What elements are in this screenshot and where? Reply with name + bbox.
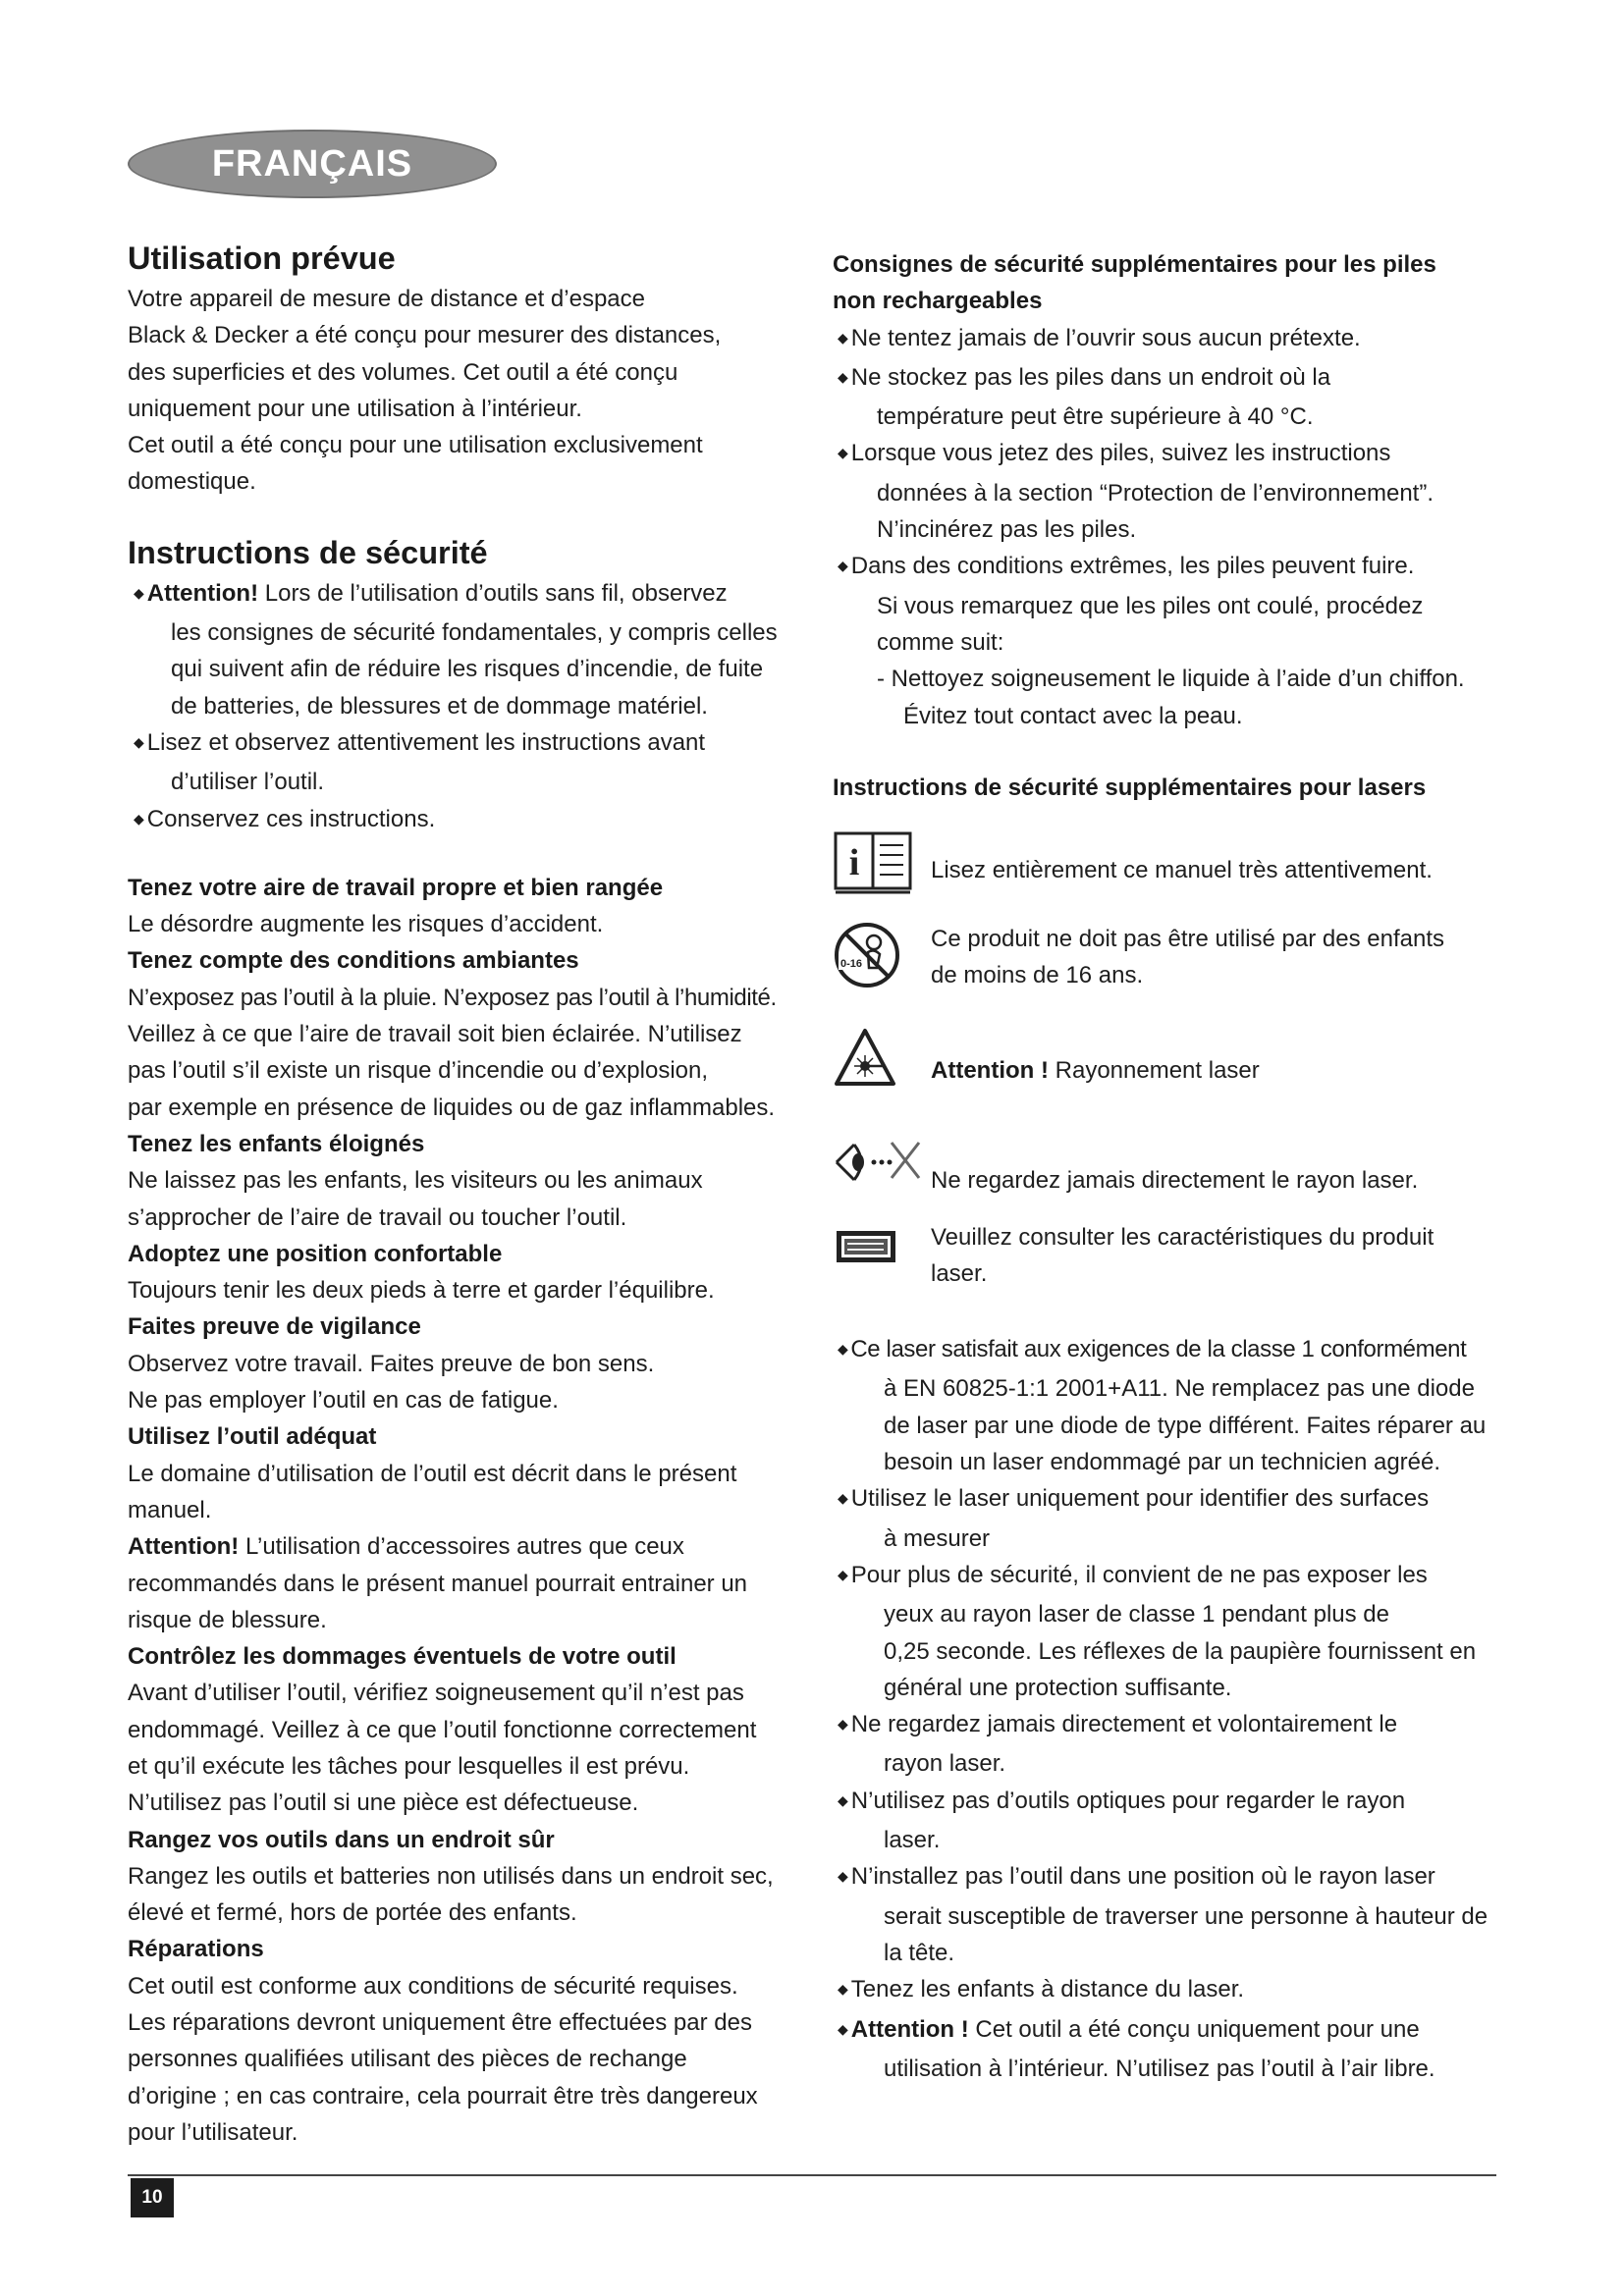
bullet-icon: ◆ (838, 329, 848, 346)
warning-label: Attention! (128, 1533, 240, 1561)
battery-bullet (833, 435, 1510, 474)
bullet-icon: ◆ (838, 558, 848, 574)
icon-text: Lisez entièrement ce manuel très attentivement. (931, 857, 1433, 884)
battery-bullet (833, 548, 1510, 587)
product-label-row (833, 1219, 1510, 1298)
bullet-icon: ◆ (838, 1566, 848, 1582)
bullet-text: Lors de l’utilisation d’outils sans fil, observez (258, 579, 728, 607)
section-heading: Tenez votre aire de travail propre et bien rangée (128, 874, 664, 901)
safety-bullet-cont: les consignes de sécurité fondamentales, y compris celles (171, 619, 778, 647)
section-text: Les réparations devront uniquement être effectuées par des (128, 2009, 752, 2037)
manual-instruction-row (833, 830, 1510, 909)
section-text: recommandés dans le présent manuel pourrait entrainer un (128, 1570, 748, 1597)
intended-use-line: Votre appareil de mesure de distance et d’espace (128, 286, 646, 312)
battery-dash-item: - Nettoyez soigneusement le liquide à l’aide d’un chiffon. (877, 666, 1465, 693)
section-text: Observez votre travail. Faites preuve de bon sens. (128, 1350, 655, 1377)
section-text: d’origine ; en cas contraire, cela pourrait être très dangereux (128, 2082, 758, 2109)
section-heading: Adoptez une position confortable (128, 1240, 503, 1267)
bullet-text: N’installez pas l’outil dans une position où le rayon laser (850, 1863, 1435, 1891)
bullet-icon: ◆ (838, 1791, 848, 1808)
section-text: pour l’utilisateur. (128, 2118, 298, 2146)
battery-bullet (833, 320, 1510, 359)
section-heading: Rangez vos outils dans un endroit sûr (128, 1826, 555, 1853)
safety-bullet (128, 575, 795, 614)
icon-text (931, 1027, 1510, 1089)
icon-text: Ne regardez jamais directement le rayon laser. (931, 1167, 1419, 1195)
section-text (128, 1528, 795, 1565)
age-badge: 0-16 (839, 958, 863, 971)
intended-use-line: Cet outil a été conçu pour une utilisation exclusivement (128, 432, 703, 459)
laser-bullet (833, 1557, 1510, 1596)
warning-text: L’utilisation d’accessoires autres que ceux (239, 1533, 684, 1561)
laser-bullet-cont: rayon laser. (884, 1750, 1006, 1778)
laser-bullet (833, 1706, 1510, 1745)
section-text: Toujours tenir les deux pieds à terre et garder l’équilibre. (128, 1277, 715, 1305)
laser-bullet-cont: yeux au rayon laser de classe 1 pendant plus de (884, 1601, 1390, 1629)
icon-text: de moins de 16 ans. (931, 962, 1144, 989)
svg-text:i: i (848, 842, 860, 884)
section-heading: Faites preuve de vigilance (128, 1313, 421, 1341)
laser-warning-icon (833, 1027, 931, 1105)
safety-bullet-cont: de batteries, de blessures et de dommage matériel. (171, 692, 708, 720)
laser-bullet-cont: utilisation à l’intérieur. N’utilisez pas l’outil à l’air libre. (884, 2055, 1435, 2082)
battery-heading: non rechargeables (833, 288, 1043, 315)
bullet-text: Ne tentez jamais de l’ouvrir sous aucun prétexte. (850, 324, 1361, 351)
laser-bullet (833, 1971, 1510, 2010)
section-text: Veillez à ce que l’aire de travail soit bien éclairée. N’utilisez (128, 1021, 742, 1048)
bullet-text: Ne stockez pas les piles dans un endroit où la (850, 363, 1331, 391)
bullet-text: Tenez les enfants à distance du laser. (850, 1976, 1245, 2003)
intended-use-line: des superficies et des volumes. Cet outil a été conçu (128, 358, 678, 386)
battery-bullet-cont: température peut être supérieure à 40 °C. (877, 403, 1314, 431)
battery-bullet-cont: comme suit: (877, 628, 1004, 656)
bullet-icon: ◆ (838, 445, 848, 461)
bullet-icon: ◆ (838, 2020, 848, 2037)
section-text: élevé et fermé, hors de portée des enfants. (128, 1899, 577, 1927)
bullet-icon: ◆ (838, 1868, 848, 1885)
left-column (128, 236, 795, 2151)
laser-bullet (833, 1783, 1510, 1822)
laser-bullet-cont: 0,25 seconde. Les réflexes de la paupière fournissent en (884, 1637, 1477, 1665)
section-text: manuel. (128, 1496, 212, 1523)
safety-heading: Instructions de sécurité (128, 534, 488, 570)
section-text: N’utilisez pas l’outil si une pièce est défectueuse. (128, 1789, 639, 1817)
bullet-icon: ◆ (838, 1981, 848, 1998)
intended-use-line: domestique. (128, 468, 256, 496)
section-heading: Réparations (128, 1936, 264, 1963)
section-text: Cet outil est conforme aux conditions de sécurité requises. (128, 1972, 738, 2000)
bullet-icon: ◆ (838, 1341, 848, 1358)
section-heading: Tenez les enfants éloignés (128, 1130, 425, 1157)
bullet-icon: ◆ (838, 1716, 848, 1733)
bullet-text: Cet outil a été conçu uniquement pour une (968, 2015, 1420, 2043)
children-instruction-row (833, 921, 1510, 999)
no-stare-at-beam-icon (833, 1127, 931, 1205)
intended-use-line: Black & Decker a été conçu pour mesurer des distances, (128, 322, 722, 349)
section-heading: Utilisez l’outil adéquat (128, 1423, 377, 1451)
laser-bullet-cont: général une protection suffisante. (884, 1674, 1232, 1701)
section-text: Avant d’utiliser l’outil, vérifiez soigneusement qu’il n’est pas (128, 1680, 744, 1707)
laser-bullet-cont: à mesurer (884, 1524, 991, 1552)
laser-heading: Instructions de sécurité supplémentaires pour lasers (833, 774, 1427, 801)
language-badge: FRANÇAIS (128, 130, 497, 198)
footer-divider (128, 2174, 1496, 2176)
section-text: Le domaine d’utilisation de l’outil est décrit dans le présent (128, 1460, 737, 1487)
right-column (833, 246, 1510, 2087)
section-text: N’exposez pas l’outil à la pluie. N’exposez pas l’outil à l’humidité. (128, 984, 777, 1011)
laser-bullets (833, 1331, 1510, 2087)
laser-bullet-cont: de laser par une diode de type différent. Faites réparer au (884, 1412, 1487, 1439)
laser-bullet (833, 1480, 1510, 1520)
section-text: Rangez les outils et batteries non utilisés dans un endroit sec, (128, 1862, 774, 1890)
laser-bullet-cont: besoin un laser endommagé par un technicien agréé. (884, 1449, 1441, 1476)
section-text: s’approcher de l’aire de travail ou toucher l’outil. (128, 1203, 627, 1231)
safety-bullet (128, 801, 795, 840)
page-number: 10 (131, 2178, 174, 2217)
bullet-text: Ne regardez jamais directement et volontairement le (850, 1711, 1398, 1738)
laser-bullet (833, 2011, 1510, 2051)
battery-bullet (833, 359, 1510, 399)
bullet-icon: ◆ (134, 733, 144, 750)
intended-use-line: uniquement pour une utilisation à l’intérieur. (128, 395, 582, 422)
battery-dash-item-cont: Évitez tout contact avec la peau. (903, 702, 1243, 729)
icon-text: Ce produit ne doit pas être utilisé par des enfants (931, 926, 1444, 953)
icon-text: laser. (931, 1260, 988, 1288)
laser-label-icon (833, 1219, 931, 1298)
bullet-text: Pour plus de sécurité, il convient de ne pas exposer les (850, 1561, 1428, 1588)
bullet-text: Conservez ces instructions. (146, 805, 436, 832)
warning-label: Attention ! (931, 1057, 1049, 1085)
section-heading: Tenez compte des conditions ambiantes (128, 947, 579, 975)
safety-bullet (128, 724, 795, 764)
no-stare-row (833, 1127, 1510, 1205)
laser-bullet-cont: serait susceptible de traverser une personne à hauteur de (884, 1902, 1489, 1930)
warning-label: Attention ! (850, 2015, 969, 2043)
warning-text: Rayonnement laser (1048, 1057, 1260, 1085)
warning-label: Attention! (146, 579, 259, 607)
section-text: risque de blessure. (128, 1606, 327, 1633)
section-text: pas l’outil s’il existe un risque d’incendie ou d’explosion, (128, 1057, 709, 1085)
bullet-icon: ◆ (838, 368, 848, 385)
laser-warning-row (833, 1027, 1510, 1105)
section-text: endommagé. Veillez à ce que l’outil fonctionne correctement (128, 1716, 757, 1743)
laser-bullet (833, 1331, 1510, 1370)
icon-text: Veuillez consulter les caractéristiques du produit (931, 1224, 1435, 1252)
battery-bullet-cont: N’incinérez pas les piles. (877, 516, 1137, 544)
battery-heading: Consignes de sécurité supplémentaires pour les piles (833, 251, 1436, 278)
section-text: personnes qualifiées utilisant des pièces de rechange (128, 2046, 687, 2073)
section-heading: Contrôlez les dommages éventuels de votre outil (128, 1643, 677, 1671)
safety-bullet-cont: d’utiliser l’outil. (171, 769, 325, 796)
laser-bullet-cont: laser. (884, 1827, 941, 1854)
section-text: Ne laissez pas les enfants, les visiteurs ou les animaux (128, 1167, 703, 1195)
intended-use-heading: Utilisation prévue (128, 240, 396, 276)
safety-bullet-cont: qui suivent afin de réduire les risques d’incendie, de fuite (171, 656, 764, 683)
bullet-icon: ◆ (134, 810, 144, 827)
bullet-icon: ◆ (134, 584, 144, 601)
bullet-text: N’utilisez pas d’outils optiques pour regarder le rayon (850, 1787, 1406, 1814)
bullet-text: Utilisez le laser uniquement pour identifier des surfaces (850, 1485, 1430, 1513)
bullet-text: Dans des conditions extrêmes, les piles peuvent fuire. (850, 553, 1415, 580)
no-children-icon (833, 921, 931, 999)
laser-bullet-cont: la tête. (884, 1939, 955, 1966)
bullet-text: Lisez et observez attentivement les instructions avant (146, 728, 706, 756)
section-text: Le désordre augmente les risques d’accident. (128, 911, 604, 938)
read-manual-icon (833, 830, 931, 909)
battery-bullet-cont: données à la section “Protection de l’environnement”. (877, 479, 1434, 507)
laser-bullet-cont: à EN 60825-1:1 2001+A11. Ne remplacez pas une diode (884, 1375, 1475, 1403)
bullet-text: Lorsque vous jetez des piles, suivez les instructions (850, 440, 1391, 467)
section-text: Ne pas employer l’outil en cas de fatigue. (128, 1387, 559, 1415)
battery-bullet-cont: Si vous remarquez que les piles ont coulé, procédez (877, 592, 1424, 619)
laser-bullet (833, 1858, 1510, 1897)
bullet-text: Ce laser satisfait aux exigences de la classe 1 conformément (850, 1336, 1467, 1363)
section-text: par exemple en présence de liquides ou de gaz inflammables. (128, 1094, 776, 1121)
bullet-icon: ◆ (838, 1490, 848, 1507)
section-text: et qu’il exécute les tâches pour lesquelles il est prévu. (128, 1752, 690, 1780)
